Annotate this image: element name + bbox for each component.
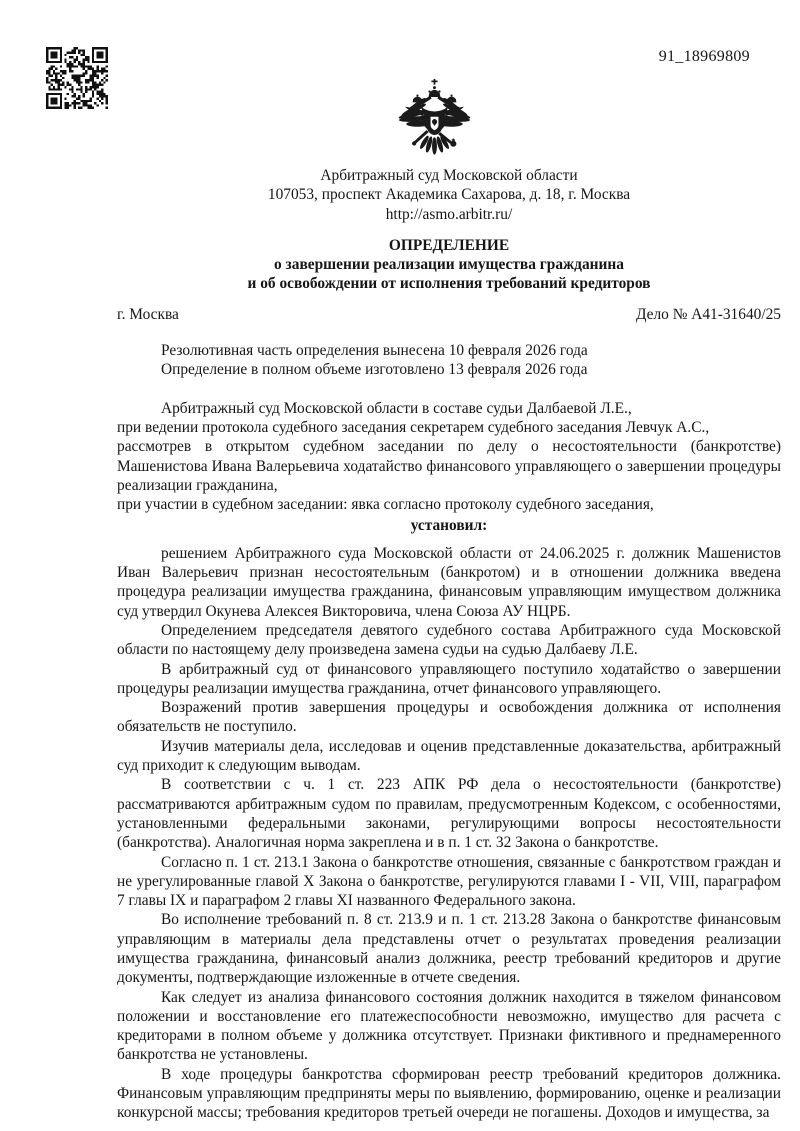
case-city: г. Москва [117, 305, 179, 323]
ruling-text [117, 544, 781, 1123]
resolution-date-line: Резолютивная часть определения вынесена 10 февраля 2026 года [161, 342, 588, 360]
body-paragraph: Определением председателя девятого судебного состава Арбитражного суда Московской области по настоящему делу произведена замена судьи на судью Далбаеву Л.Е. [117, 621, 781, 659]
court-address: 107053, проспект Академика Сахарова, д. 18, г. Москва [267, 186, 631, 204]
court-website: http://asmo.arbitr.ru/ [385, 205, 513, 223]
body-paragraph: Во исполнение требований п. 8 ст. 213.9 и п. 1 ст. 213.28 Закона о банкротстве финансовым управляющим в материалы дела представлены отчет о результатах проведения реализации имущества гражданина, финансовый анализ должника, реестр требований кредиторов и другие документы, подтверждающие изложенные в отчете сведения. [117, 911, 781, 987]
dates-block [117, 341, 781, 380]
body-paragraph: В ходе процедуры банкротства сформирован реестр требований кредиторов должника. Финансовым управляющим предприняты меры по выявлению, формированию, оценке и реализации конкурсной массы; требования кредиторов третьей очереди не погашены. Доходов и имущества, за [117, 1065, 781, 1122]
document-number: 91_18969809 [658, 48, 750, 65]
preamble-review: рассмотрев в открытом судебном заседании по делу о несостоятельности (банкротстве) Машенистова Ивана Валерьевича ходатайство финансового управляющего о завершении процедуры реализации гражданина, [117, 438, 781, 494]
full-text-date-line: Определение в полном объеме изготовлено 13 февраля 2026 года [161, 361, 588, 379]
court-name: Арбитражный суд Московской области [320, 167, 578, 184]
body-paragraph: решением Арбитражного суда Московской области от 24.06.2025 г. должник Машенистов Иван Валерьевич признан несостоятельным (банкротом) и в отношении должника введена процедура реализации имущества гражданина, финансовым управляющим имуществом должника суд утвердил Окунева Алексея Викторовича, члена Союза АУ НЦРБ. [117, 544, 781, 620]
ruling-word: установил: [410, 517, 488, 535]
preamble-secretary: при ведении протокола судебного заседания секретарем судебного заседания Левчук А.С., [117, 418, 710, 436]
case-row [117, 305, 781, 324]
body-paragraph: Как следует из анализа финансового состояния должник находится в тяжелом финансовом положении и восстановление его платежеспособности невозможно, имущество для расчета с кредиторами в полном объеме у должника отсутствует. Признаки фиктивного и преднамеренного банкротства не установлены. [117, 988, 781, 1064]
body-paragraph: Изучив материалы дела, исследовав и оценив представленные доказательства, арбитражный суд приходит к следующим выводам. [117, 737, 781, 775]
title-heading: ОПРЕДЕЛЕНИЕ [388, 236, 510, 254]
preamble [117, 399, 781, 515]
case-number: Дело № А41-31640/25 [635, 305, 781, 323]
body-paragraph: Возражений против завершения процедуры и освобождения должника от исполнения обязательств не поступило. [117, 699, 781, 736]
court-header [117, 166, 781, 224]
document-title [117, 236, 781, 294]
body-paragraph: В арбитражный суд от финансового управляющего поступило ходатайство о завершении процедуры реализации имущества гражданина, отчет финансового управляющего. [117, 660, 781, 697]
document-body [117, 166, 781, 1123]
body-paragraph: Согласно п. 1 ст. 213.1 Закона о банкротстве отношения, связанные с банкротством граждан и не урегулированные главой X Закона о банкротстве, регулируются главами I - VII, VIII, параграфом 7 главы IX и параграфом 2 главы XI названного Федерального закона. [117, 853, 781, 910]
preamble-composition: Арбитражный суд Московской области в составе судьи Далбаевой Л.Е., [161, 399, 632, 417]
russia-coat-of-arms-icon [391, 78, 478, 166]
title-subtitle-2: и об освобождении от исполнения требований кредиторов [247, 275, 651, 293]
body-paragraph: В соответствии с ч. 1 ст. 223 АПК РФ дела о несостоятельности (банкротстве) рассматриваются арбитражным судом по правилам, предусмотренным Кодексом, с особенностями, установленными федеральными законами, регулирующими вопросы несостоятельности (банкротства). Аналогичная норма закреплена и в п. 1 ст. 32 Закона о банкротстве. [117, 776, 781, 852]
qr-code-icon [46, 44, 108, 112]
preamble-attendance: при участии в судебном заседании: явка согласно протоколу судебного заседания, [117, 496, 654, 514]
title-subtitle-1: о завершении реализации имущества гражданина [274, 256, 624, 274]
